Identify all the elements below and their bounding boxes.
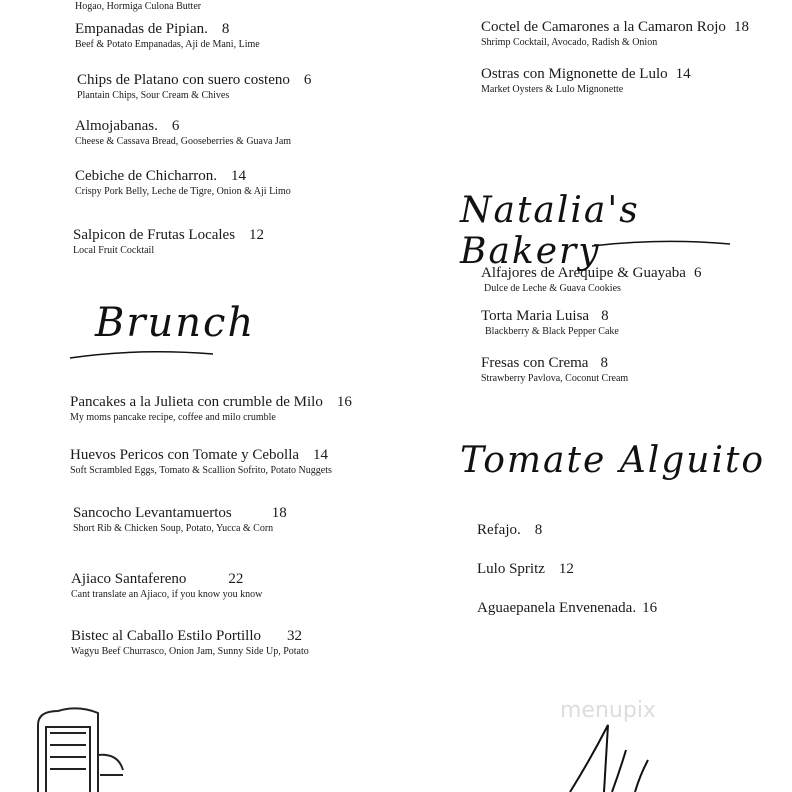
- item-name: Coctel de Camarones a la Camaron Rojo: [481, 19, 726, 35]
- menu-item: [481, 352, 628, 385]
- menu-item: [77, 69, 311, 102]
- item-name: Salpicon de Frutas Locales: [73, 227, 236, 243]
- item-price: 6: [171, 118, 180, 134]
- item-price: 8: [534, 522, 543, 538]
- menu-item: [75, 165, 291, 198]
- item-price: 22: [228, 571, 244, 587]
- item-desc: Plantain Chips, Sour Cream & Chives: [77, 90, 230, 101]
- item-price: 16: [642, 600, 658, 616]
- menu-item: [75, 115, 291, 148]
- bakery-underline: [590, 232, 740, 252]
- item-price: 12: [249, 227, 265, 243]
- item-name: Sancocho Levantamuertos: [73, 505, 232, 521]
- item-price: 14: [675, 66, 691, 82]
- item-price: 18: [733, 19, 749, 35]
- menu-item: [481, 262, 701, 295]
- item-name: Alfajores de Arequipe & Guayaba: [481, 265, 686, 281]
- item-name: Lulo Spritz: [477, 561, 545, 577]
- menu-item: [481, 305, 619, 338]
- item-price: 8: [221, 21, 230, 37]
- item-price: 8: [600, 355, 608, 371]
- brunch-underline: [68, 340, 218, 362]
- item-desc: Beef & Potato Empanadas, Aji de Mani, Lime: [75, 39, 260, 50]
- bakery-heading: Natalia's Bakery: [460, 190, 640, 272]
- item-desc: Cheese & Cassava Bread, Gooseberries & Guava Jam: [75, 136, 292, 147]
- item-name: Cebiche de Chicharron.: [75, 168, 218, 184]
- item-desc: Strawberry Pavlova, Coconut Cream: [481, 373, 629, 384]
- script-heading-partial: [560, 720, 680, 792]
- item-desc: My moms pancake recipe, coffee and milo crumble: [70, 412, 276, 423]
- item-desc: Crispy Pork Belly, Leche de Tigre, Onion & Aji Limo: [75, 186, 291, 197]
- item-desc: Dulce de Leche & Guava Cookies: [484, 283, 621, 294]
- item-name: Chips de Platano con suero costeno: [77, 72, 290, 88]
- item-price: 14: [231, 168, 247, 184]
- menu-item: [75, 18, 260, 51]
- item-name: Empanadas de Pipian.: [75, 21, 208, 37]
- item-price: 18: [271, 505, 287, 521]
- item-desc: Blackberry & Black Pepper Cake: [485, 326, 619, 337]
- menu-item: [481, 63, 691, 96]
- item-price: 8: [601, 308, 609, 324]
- item-name: Ajiaco Santafereno: [71, 571, 187, 587]
- menu-item: [477, 558, 574, 578]
- chair-illustration: [28, 705, 128, 792]
- menu-item: [71, 568, 262, 601]
- menu-item: [477, 597, 657, 617]
- item-price: 6: [303, 72, 312, 88]
- item-name: Torta Maria Luisa: [481, 308, 590, 324]
- item-name: Huevos Pericos con Tomate y Cebolla: [70, 447, 300, 463]
- item-desc: Short Rib & Chicken Soup, Potato, Yucca & Corn: [73, 523, 274, 534]
- item-desc: Soft Scrambled Eggs, Tomato & Scallion Sofrito, Potato Nuggets: [70, 465, 332, 476]
- menu-item: [71, 625, 309, 658]
- item-name: Refajo.: [477, 522, 521, 538]
- item-desc: Market Oysters & Lulo Mignonette: [481, 84, 624, 95]
- brunch-heading: Brunch: [95, 300, 256, 346]
- drinks-heading: Tomate Alguito: [460, 440, 766, 481]
- item-name: Bistec al Caballo Estilo Portillo: [71, 628, 261, 644]
- item-price: 14: [313, 447, 329, 463]
- item-desc: Local Fruit Cocktail: [73, 245, 155, 256]
- item-price: 32: [286, 628, 302, 644]
- menu-item: [70, 444, 332, 477]
- item-name: Aguaepanela Envenenada.: [477, 600, 637, 616]
- menu-item: [73, 502, 287, 535]
- item-desc: Shrimp Cocktail, Avocado, Radish & Onion: [481, 37, 658, 48]
- item-name: Ostras con Mignonette de Lulo: [481, 66, 668, 82]
- item-name: Fresas con Crema: [481, 355, 589, 371]
- watermark: menupix: [560, 698, 656, 723]
- item-desc: Wagyu Beef Churrasco, Onion Jam, Sunny Side Up, Potato: [71, 646, 309, 657]
- item-desc: Cant translate an Ajiaco, if you know you know: [71, 589, 263, 600]
- menu-item: [477, 519, 542, 539]
- item-price: 16: [336, 394, 352, 410]
- partial-description: Hogao, Hormiga Culona Butter: [75, 1, 202, 12]
- menu-item: [73, 224, 264, 257]
- item-name: Almojabanas.: [75, 118, 158, 134]
- item-price: 12: [558, 561, 574, 577]
- menu-item: [481, 16, 749, 49]
- menu-item: [70, 391, 352, 424]
- item-name: Pancakes a la Julieta con crumble de Milo: [70, 394, 323, 410]
- item-price: 6: [693, 265, 702, 281]
